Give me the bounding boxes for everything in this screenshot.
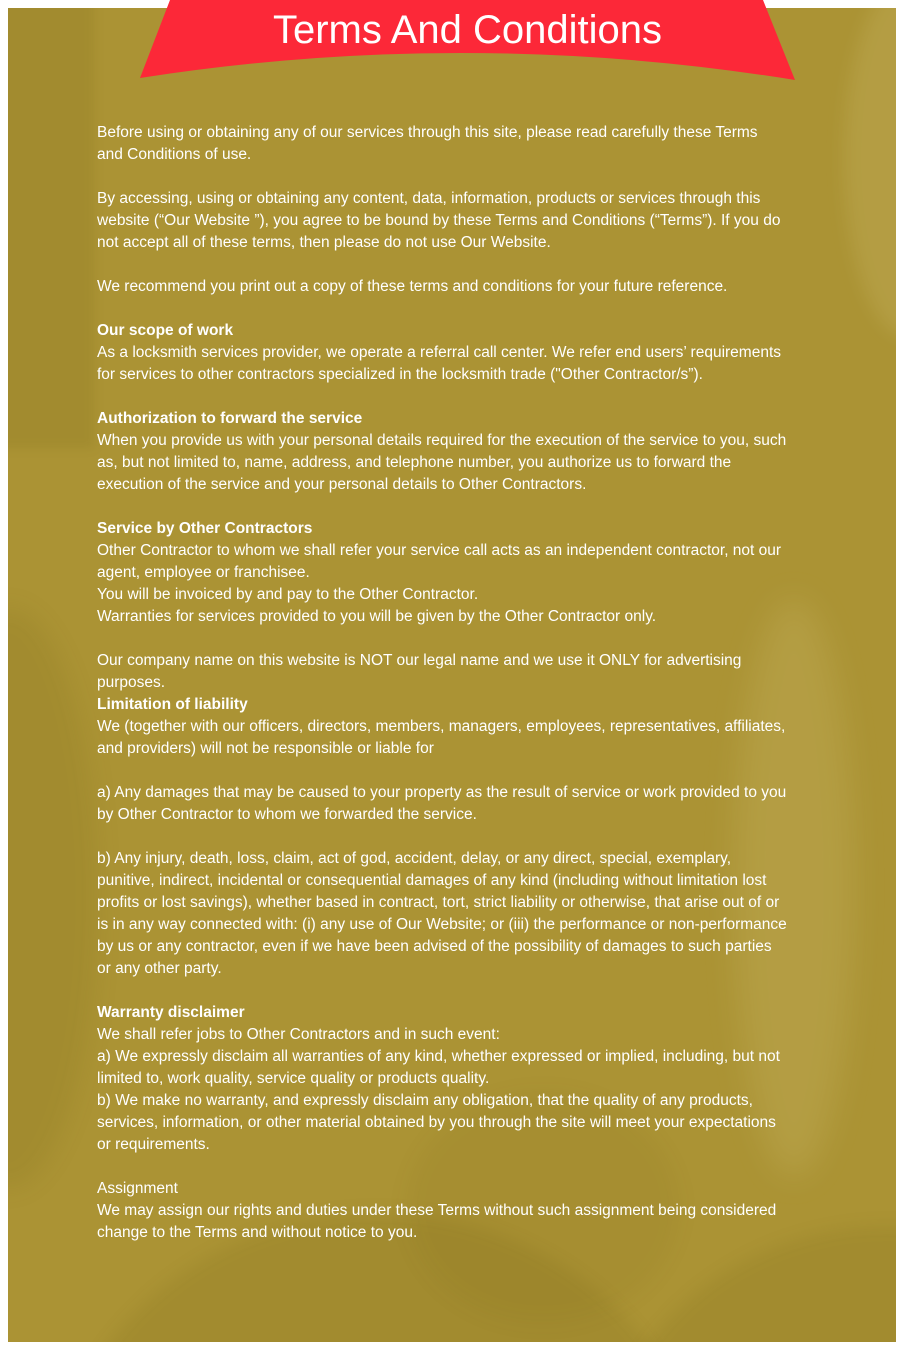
background-blob xyxy=(8,8,94,448)
terms-content xyxy=(97,8,787,1244)
paragraph: a) We expressly disclaim all warranties of any kind, whether expressed or implied, including, but not limited to, work quality, service quality or products quality. xyxy=(97,1048,780,1087)
paragraph: a) Any damages that may be caused to your property as the result of service or work provided to you by Other Contractor to whom we forwarded the service. xyxy=(97,784,787,823)
paragraph: We shall refer jobs to Other Contractors and in such event: xyxy=(97,1026,500,1043)
paragraph: You will be invoiced by and pay to the Other Contractor. xyxy=(97,586,479,603)
paragraph: Assignment xyxy=(97,1180,178,1197)
paragraph: b) We make no warranty, and expressly disclaim any obligation, that the quality of any products, services, information, or other material obtained by you through the site will meet your expectations or requirements. xyxy=(97,1092,776,1153)
paragraph: As a locksmith services provider, we operate a referral call center. We refer end users’ requirements for services to other contractors specialized in the locksmith trade ("Other Contractor/s”). xyxy=(97,344,782,383)
paragraph: b) Any injury, death, loss, claim, act of god, accident, delay, or any direct, special, exemplary, punitive, indirect, incidental or consequential damages of any kind (including without limitation lost profits or lost savings), whether based in contract, tort, strict liability or otherwise, that arise out of or is in any way connected with: (i) any use of Our Website; or (iii) the performance or non-performance by us or any contractor, even if we have been advised of the possibility of damages to such parties or any other party. xyxy=(97,850,787,977)
background-panel xyxy=(8,8,896,1342)
background-blob xyxy=(8,608,98,1188)
section-heading: Authorization to forward the service xyxy=(97,410,363,427)
paragraph: When you provide us with your personal details required for the execution of the service to you, such as, but not limited to, name, address, and telephone number, you authorize us to forward the execution of the service and your personal details to Other Contractors. xyxy=(97,432,787,493)
section-heading: Our scope of work xyxy=(97,322,234,339)
paragraph: Our company name on this website is NOT our legal name and we use it ONLY for advertising purposes. xyxy=(97,652,742,691)
paragraph: We recommend you print out a copy of these terms and conditions for your future reference. xyxy=(97,278,728,295)
section-heading: Warranty disclaimer xyxy=(97,1004,245,1021)
paragraph: We (together with our officers, directors, members, managers, employees, representatives, affiliates, and providers) will not be responsible or liable for xyxy=(97,718,786,757)
paragraph: By accessing, using or obtaining any content, data, information, products or services through this website (“Our Website ”), you agree to be bound by these Terms and Conditions (“Terms”). If you do not accept all of these terms, then please do not use Our Website. xyxy=(97,190,781,251)
paragraph: Warranties for services provided to you will be given by the Other Contractor only. xyxy=(97,608,657,625)
background-blob xyxy=(844,8,896,338)
section-heading: Service by Other Contractors xyxy=(97,520,313,537)
section-heading: Limitation of liability xyxy=(97,696,248,713)
paragraph: We may assign our rights and duties under these Terms without such assignment being considered change to the Terms and without notice to you. xyxy=(97,1202,777,1241)
paragraph: Other Contractor to whom we shall refer your service call acts as an independent contractor, not our agent, employee or franchisee. xyxy=(97,542,782,581)
paragraph: Before using or obtaining any of our services through this site, please read carefully these Terms and Conditions of use. xyxy=(97,124,758,163)
page-title: Terms And Conditions xyxy=(272,8,663,52)
